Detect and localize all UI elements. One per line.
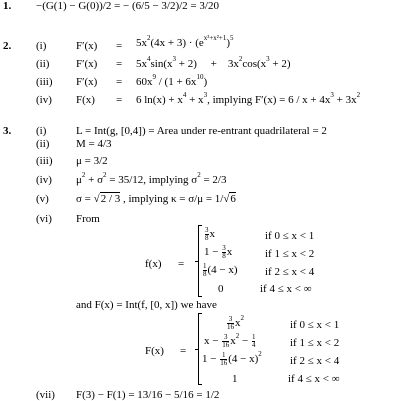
f-case-cond: if 1 ≤ x < 2	[265, 248, 315, 260]
f-case-expr: $\frac{1}{8}$ (4 − x)	[203, 262, 238, 278]
F-case-expr: 1	[232, 373, 238, 385]
q2-iv-eq: =	[116, 94, 123, 106]
f-case-cond: if 4 ≤ x < ∞	[260, 283, 312, 295]
q3-part-label: (ii)	[36, 138, 50, 150]
f-case-cond: if 2 ≤ x < 4	[265, 266, 315, 278]
q2-part-label: (iii)	[36, 76, 53, 88]
q2-i-eq: =	[116, 40, 123, 52]
F-case-expr: $\frac{3}{16}$ $x^2$	[227, 314, 244, 331]
question-number-2: 2.	[3, 40, 12, 52]
q3-part-label: (vii)	[36, 389, 55, 401]
F-case-expr: x − $\frac{3}{16}$ $x^2$ − $\frac{1}{4}$	[204, 332, 256, 349]
question-number-3: 3.	[3, 125, 12, 137]
f-case-expr: 1 − $\frac{3}{8}$ x	[204, 244, 233, 260]
left-brace	[198, 313, 199, 385]
q2-i-rhs: $5x^2(4x + 3) \cdot (e^{x^3+x^2+1})^5$	[136, 34, 234, 49]
question-number-1: 1.	[3, 0, 12, 12]
F-case-cond: if 1 ≤ x < 2	[290, 337, 340, 349]
f-case-expr: 0	[218, 283, 224, 295]
q3-ii-text: M = 4/3	[76, 138, 112, 150]
q3-part-label: (iv)	[36, 174, 52, 186]
q3-part-label: (v)	[36, 193, 49, 205]
q3-and-text: and F(x) = Int(f, [0, x]) we have	[76, 299, 217, 311]
q1-answer: −(G(1) − G(0))/2 = − (6/5 − 3/2)/2 = 3/20	[36, 0, 219, 12]
q3-part-label: (i)	[36, 125, 47, 137]
q3-part-label: (iii)	[36, 155, 53, 167]
q2-iii-rhs: $60x^9 / (1 + 6x^{10})$	[136, 73, 208, 88]
f-eq: =	[178, 258, 185, 270]
q2-part-label: (i)	[36, 40, 47, 52]
q2-ii-rhs: $5x^4\sin(x^3 + 2)$ + $3x^2\cos(x^3 + 2)$	[136, 55, 291, 70]
q3-iv-text: $\mu^2 + \sigma^2 = 35/12$, implying $\sigma^2 = 2/3$	[76, 171, 227, 186]
q2-i-lhs: F′(x)	[76, 40, 98, 52]
F-case-expr: 1 − $\frac{1}{16}$ $(4 - x)^2$	[202, 350, 262, 367]
q2-iii-eq: =	[116, 76, 123, 88]
left-brace	[198, 225, 199, 297]
f-case-expr: $\frac{3}{8}$ x	[205, 226, 215, 242]
f-lhs: f(x)	[145, 258, 162, 270]
F-case-cond: if 0 ≤ x < 1	[290, 319, 340, 331]
q2-part-label: (ii)	[36, 58, 50, 70]
q3-vi-from: From	[76, 213, 100, 225]
q2-iv-lhs: F(x)	[76, 94, 95, 106]
F-eq: =	[180, 345, 187, 357]
F-case-cond: if 4 ≤ x < ∞	[288, 373, 340, 385]
q3-iii-text: μ = 3/2	[76, 155, 108, 167]
q2-part-label: (iv)	[36, 94, 52, 106]
q3-v-text: σ = √2 / 3 , implying κ = σ/μ = 1/√6	[76, 193, 236, 205]
q2-iv-rhs: 6 $\ln(x) + x^4 + x^3$, implying $F'(x) = 6 / x + 4x^3 + 3x^2$	[136, 91, 361, 106]
q3-part-label: (vi)	[36, 213, 52, 225]
F-lhs: F(x)	[145, 345, 164, 357]
F-case-cond: if 2 ≤ x < 4	[290, 355, 340, 367]
q3-vii-text: F(3) − F(1) = 13/16 − 5/16 = 1/2	[76, 389, 220, 401]
q2-ii-lhs: F′(x)	[76, 58, 98, 70]
f-case-cond: if 0 ≤ x < 1	[265, 230, 315, 242]
q2-iii-lhs: F′(x)	[76, 76, 98, 88]
q2-ii-eq: =	[116, 58, 123, 70]
q3-i-text: L = Int(g, [0,4]) = Area under re-entrant quadrilateral = 2	[76, 125, 327, 137]
